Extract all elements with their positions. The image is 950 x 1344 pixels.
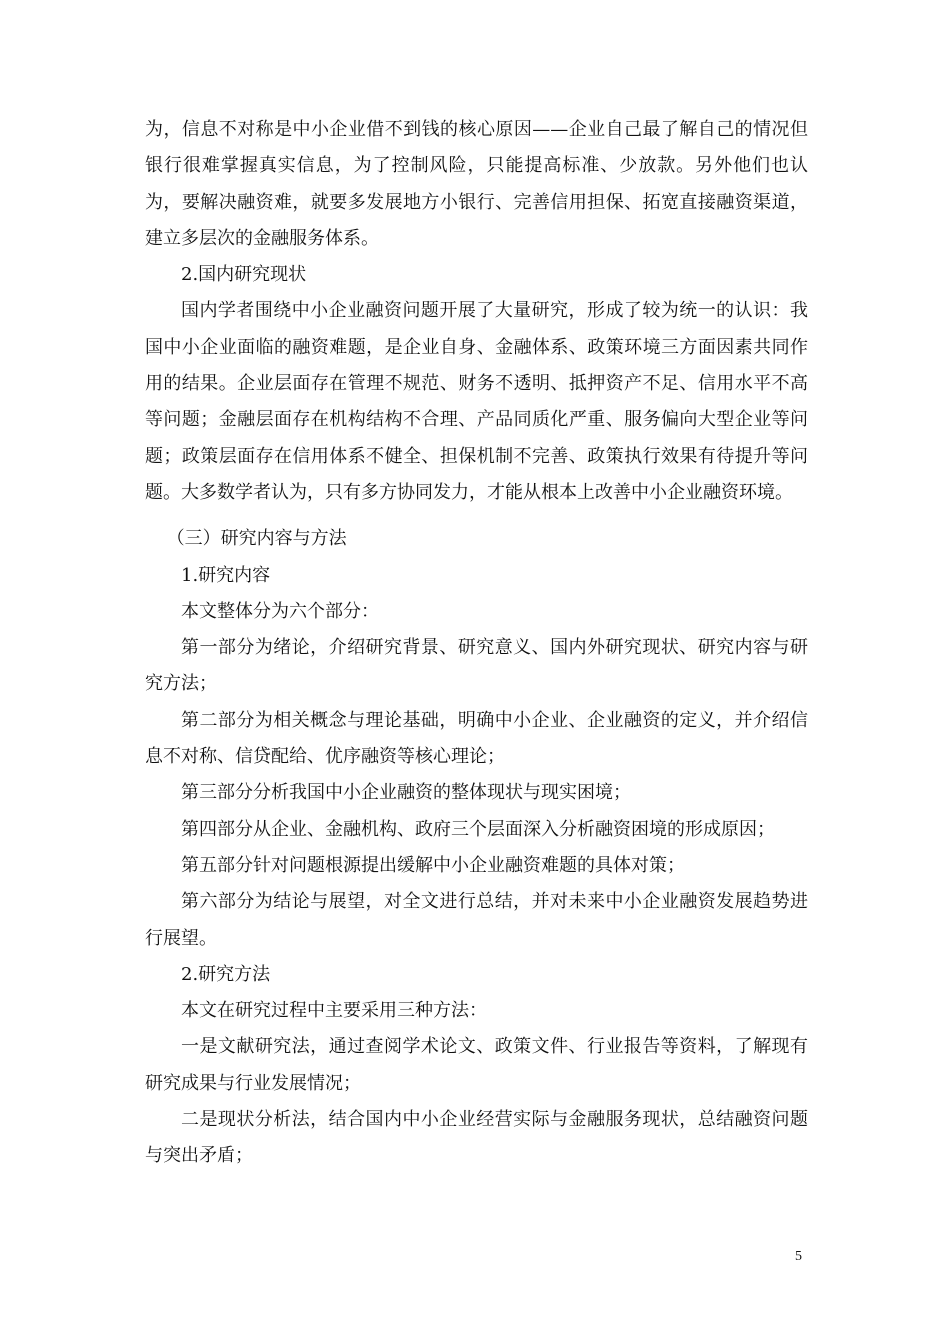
paragraph-part-2: 第二部分为相关概念与理论基础，明确中小企业、企业融资的定义，并介绍信息不对称、信贷配给、优序融资等核心理论；: [145, 709, 808, 768]
paragraph-part-3: 第三部分分析我国中小企业融资的整体现状与现实困境；: [181, 782, 631, 804]
paragraph-part-4: 第四部分从企业、金融机构、政府三个层面深入分析融资困境的形成原因；: [181, 818, 775, 840]
heading-domestic-research: 2.国内研究现状: [181, 264, 307, 286]
paragraph-domestic-research: 国内学者围绕中小企业融资问题开展了大量研究，形成了较为统一的认识：我国中小企业面临的融资难题，是企业自身、金融体系、政策环境三方面因素共同作用的结果。企业层面存在管理不规范、财务不透明、抵押资产不足、信用水平不高等问题；金融层面存在机构结构不合理、产品同质化严重、服务偏向大型企业等问题；政策层面存在信用体系不健全、担保机制不完善、政策执行效果有待提升等问题。大多数学者认为，只有多方协同发力，才能从根本上改善中小企业融资环境。: [145, 300, 808, 503]
paragraph-content-intro: 本文整体分为六个部分：: [181, 600, 379, 622]
paragraph-method-intro: 本文在研究过程中主要采用三种方法：: [181, 1000, 487, 1022]
page-number: 5: [795, 1249, 802, 1264]
heading-research-method: 2.研究方法: [181, 963, 271, 985]
paragraph-part-6: 第六部分为结论与展望，对全文进行总结，并对未来中小企业融资发展趋势进行展望。: [145, 891, 808, 949]
section-heading-content-method: （三）研究内容与方法: [166, 528, 347, 550]
paragraph-continued: 为，信息不对称是中小企业借不到钱的核心原因——企业自己最了解自己的情况但银行很难掌握真实信息，为了控制风险，只能提高标准、少放款。另外他们也认为，要解决融资难，就要多发展地方小银行、完善信用担保、拓宽直接融资渠道，建立多层次的金融服务体系。: [145, 119, 808, 249]
paragraph-part-1: 第一部分为绪论，介绍研究背景、研究意义、国内外研究现状、研究内容与研究方法；: [145, 637, 808, 695]
paragraph-part-5: 第五部分针对问题根源提出缓解中小企业融资难题的具体对策；: [181, 854, 685, 876]
heading-research-content: 1.研究内容: [181, 564, 271, 586]
paragraph-method-2: 二是现状分析法，结合国内中小企业经营实际与金融服务现状，总结融资问题与突出矛盾；: [145, 1109, 808, 1167]
paragraph-method-1: 一是文献研究法，通过查阅学术论文、政策文件、行业报告等资料，了解现有研究成果与行业发展情况；: [145, 1036, 808, 1094]
page-body: [145, 112, 808, 1175]
